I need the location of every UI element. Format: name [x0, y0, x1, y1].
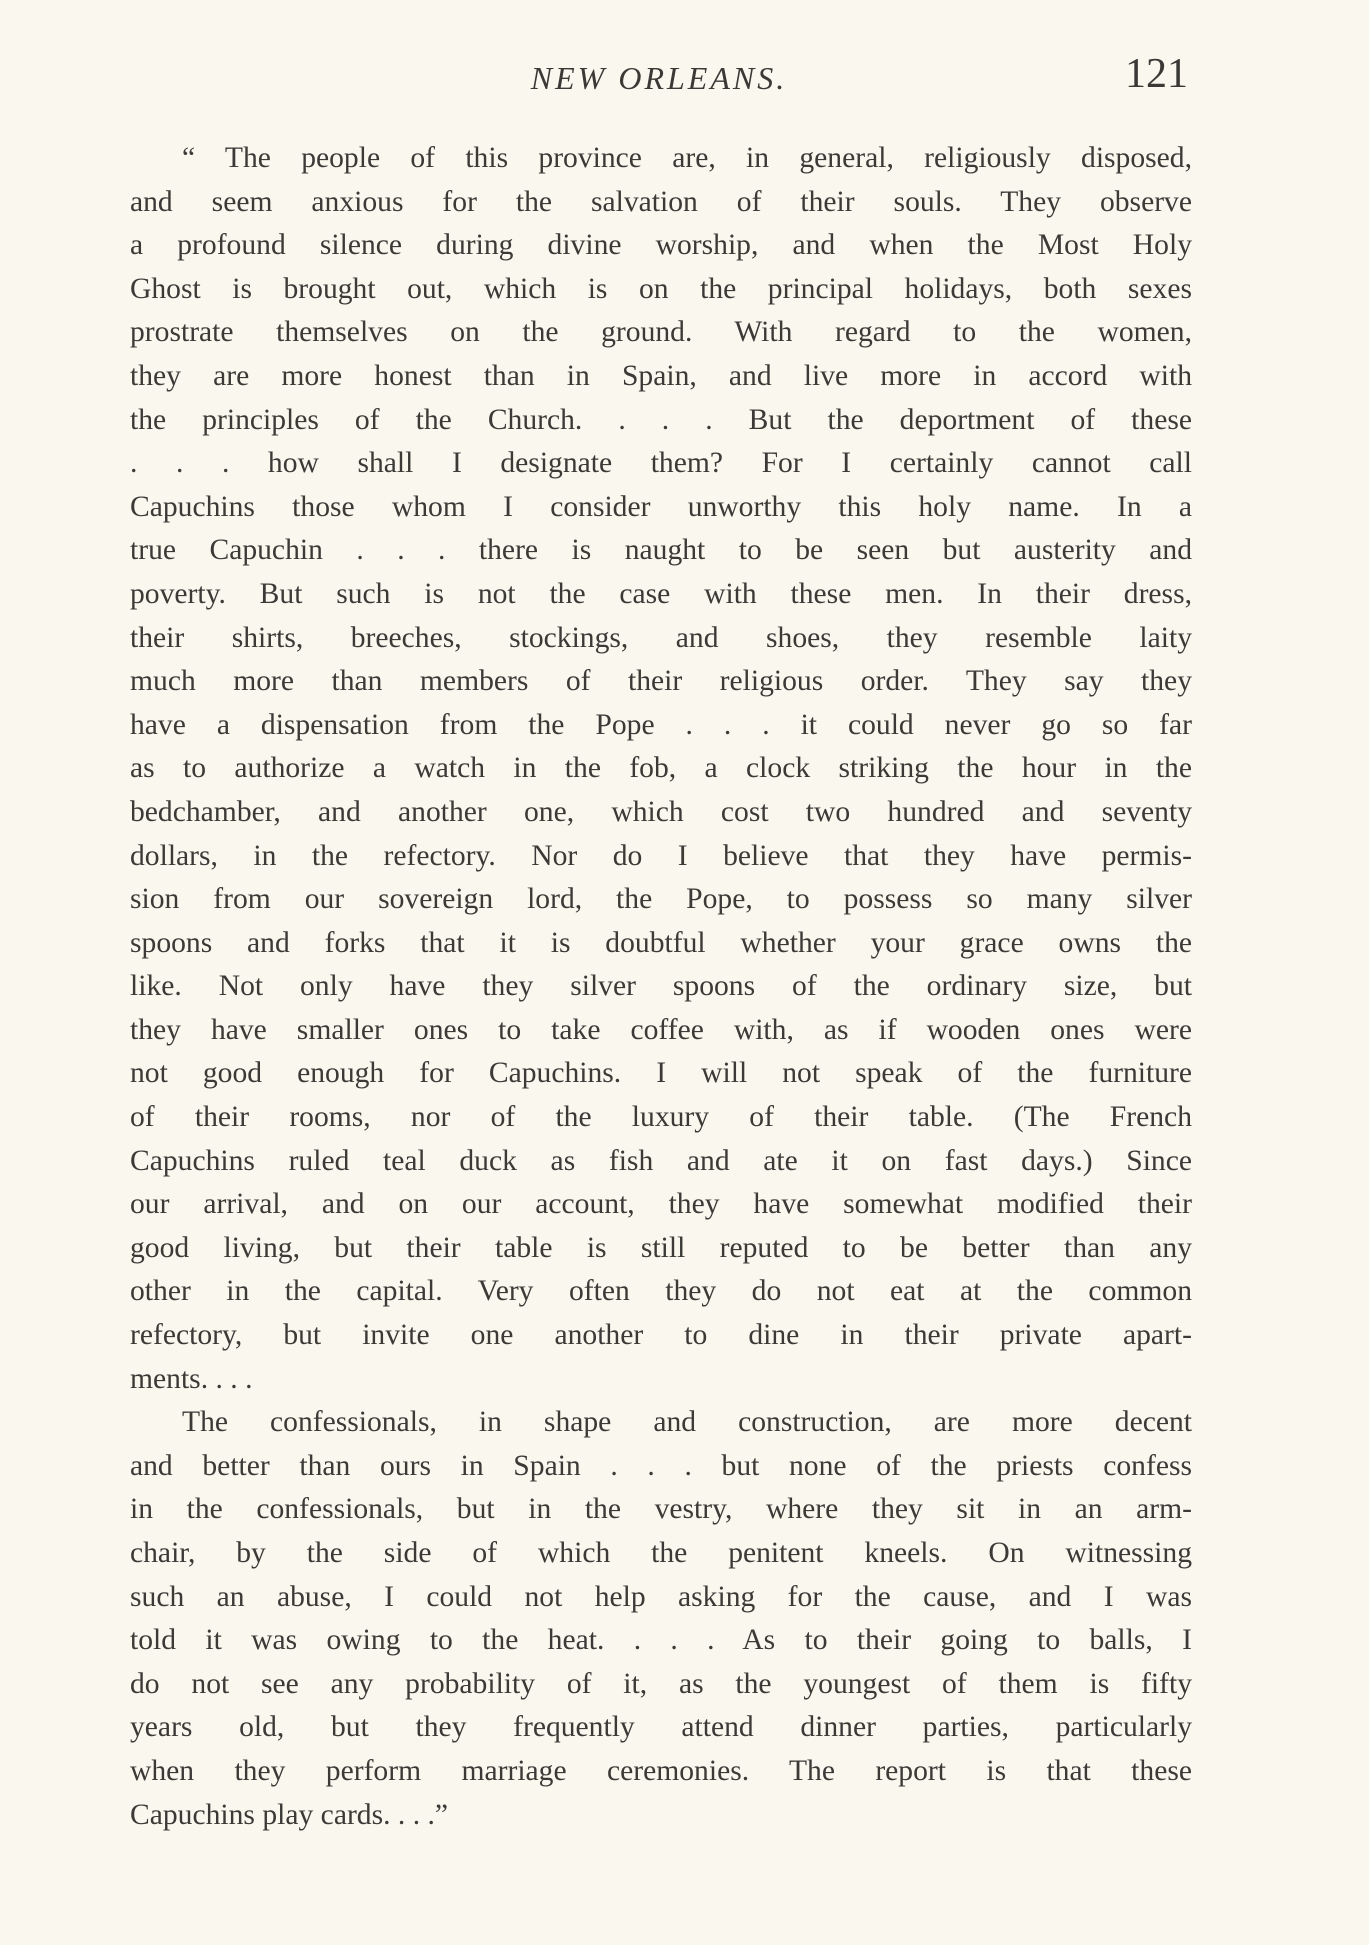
page-header	[130, 48, 1188, 108]
text-line: refectory, but invite one another to dine in their private apart-	[130, 1319, 1192, 1352]
body-text	[130, 137, 1192, 1837]
text-line: have a dispensation from the Pope . . . it could never go so far	[130, 708, 1192, 741]
text-line: poverty. But such is not the case with these men. In their dress,	[130, 577, 1192, 610]
text-line: chair, by the side of which the penitent kneels. On witnessing	[130, 1537, 1192, 1569]
text-line: Capuchins those whom I consider unworthy this holy name. In a	[130, 490, 1192, 523]
text-line: do not see any probability of it, as the youngest of them is fifty	[130, 1667, 1192, 1700]
text-line: true Capuchin . . . there is naught to be seen but austerity and	[130, 534, 1192, 567]
text-line: their shirts, breeches, stockings, and shoes, they resemble laity	[130, 621, 1192, 654]
text-line: years old, but they frequently attend dinner parties, particularly	[130, 1711, 1192, 1744]
text-line: Capuchins play cards. . . .”	[130, 1798, 449, 1831]
text-line: spoons and forks that it is doubtful whether your grace owns the	[130, 926, 1192, 959]
page-number: 121	[1125, 51, 1188, 97]
text-line: other in the capital. Very often they do not eat at the common	[130, 1275, 1192, 1308]
text-line: Ghost is brought out, which is on the principal holidays, both sexes	[130, 272, 1192, 305]
text-line: bedchamber, and another one, which cost two hundred and seventy	[130, 795, 1192, 828]
text-line: much more than members of their religious order. They say they	[130, 665, 1192, 698]
text-line: Capuchins ruled teal duck as fish and ate it on fast days.) Since	[130, 1144, 1192, 1177]
text-line: prostrate themselves on the ground. With regard to the women,	[130, 316, 1192, 349]
text-line: . . . how shall I designate them? For I certainly cannot call	[130, 447, 1192, 480]
text-line: the principles of the Church. . . . But the deportment of these	[130, 403, 1192, 436]
text-line: a profound silence during divine worship, and when the Most Holy	[130, 229, 1192, 262]
running-title: NEW ORLEANS.	[530, 60, 788, 96]
text-line: and better than ours in Spain . . . but none of the priests confess	[130, 1449, 1192, 1482]
text-line: like. Not only have they silver spoons of the ordinary size, but	[130, 970, 1192, 1003]
text-line: good living, but their table is still reputed to be better than any	[130, 1231, 1192, 1264]
text-line: when they perform marriage ceremonies. The report is that these	[130, 1754, 1192, 1787]
text-line: told it was owing to the heat. . . . As to their going to balls, I	[130, 1624, 1192, 1657]
text-line: in the confessionals, but in the vestry, where they sit in an arm-	[130, 1493, 1192, 1526]
text-line: ments. . . .	[130, 1362, 253, 1395]
text-line: sion from our sovereign lord, the Pope, to possess so many silver	[130, 883, 1192, 916]
text-line: and seem anxious for the salvation of their souls. They observe	[130, 185, 1192, 218]
text-line: they are more honest than in Spain, and live more in accord with	[130, 359, 1192, 392]
text-line: as to authorize a watch in the fob, a clock striking the hour in the	[130, 752, 1192, 785]
text-line: dollars, in the refectory. Nor do I believe that they have permis-	[130, 839, 1192, 872]
text-line: The confessionals, in shape and construction, are more decent	[182, 1406, 1192, 1439]
text-line: of their rooms, nor of the luxury of their table. (The French	[130, 1101, 1192, 1134]
text-line: they have smaller ones to take coffee with, as if wooden ones were	[130, 1013, 1192, 1046]
text-line: not good enough for Capuchins. I will not speak of the furniture	[130, 1057, 1192, 1090]
text-line: such an abuse, I could not help asking for the cause, and I was	[130, 1580, 1192, 1613]
text-line: our arrival, and on our account, they have somewhat modified their	[130, 1188, 1192, 1221]
text-line: “ The people of this province are, in general, religiously disposed,	[182, 142, 1192, 174]
